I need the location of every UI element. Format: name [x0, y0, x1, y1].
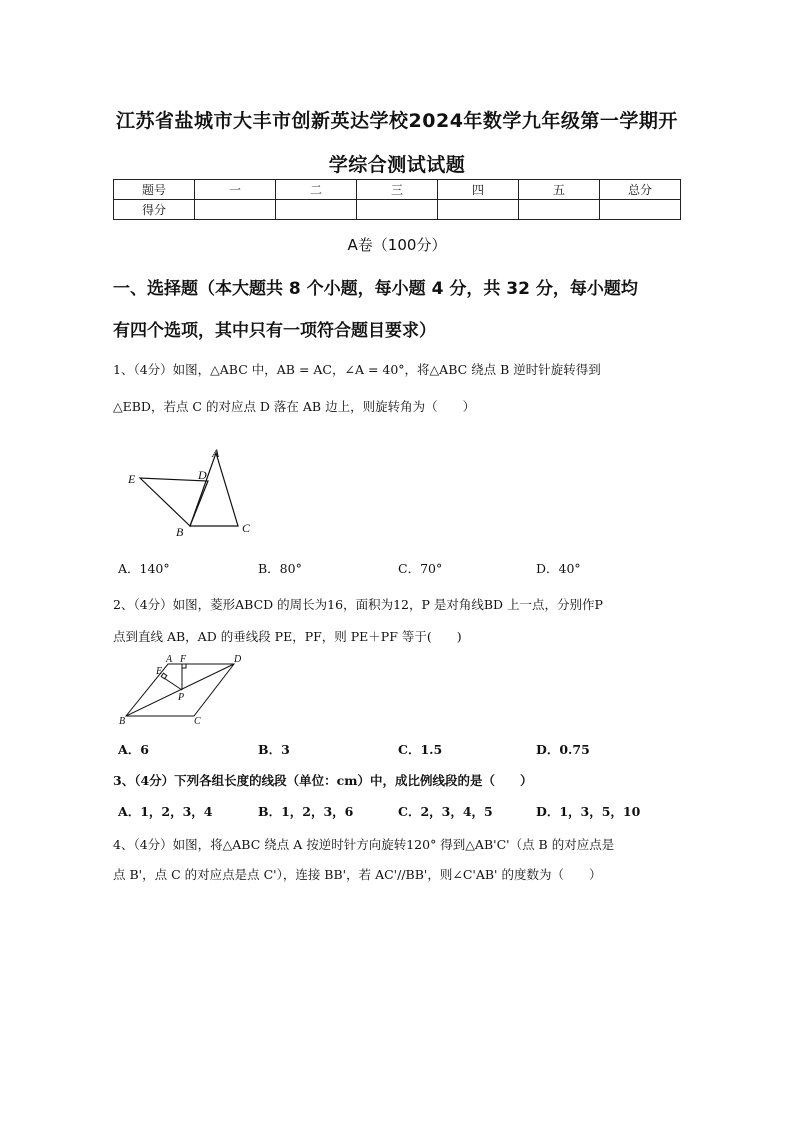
question-4-line-1: 4、（4分）如图，将△ABC 绕点 A 按逆时针方向旋转120° 得到△AB'C'（点 B 的对应点是 — [113, 837, 615, 852]
question-1-line-2: △EBD，若点 C 的对应点 D 落在 AB 边上，则旋转角为（ ） — [113, 399, 476, 414]
score-cell — [600, 200, 681, 220]
score-cell: 二 — [276, 180, 357, 200]
score-table-score-row — [114, 200, 681, 220]
figure-label-b: B — [119, 716, 126, 727]
question-1-option-c: C．70° — [398, 561, 443, 576]
score-table-header-row — [114, 180, 681, 200]
question-1-line-1: 1、（4分）如图，△ABC 中，AB = AC，∠A = 40°，将△ABC 绕点 B 逆时针旋转得到 — [113, 362, 601, 377]
question-1-option-b: B．80° — [258, 561, 302, 576]
segment-pe — [164, 678, 182, 690]
figure-label-a: A — [212, 446, 220, 460]
figure-label-p: P — [178, 692, 185, 703]
score-cell: 题号 — [114, 180, 195, 200]
figure-label-d: D — [234, 654, 242, 665]
score-cell: 三 — [357, 180, 438, 200]
figure-label-e: E — [128, 472, 136, 486]
question-2-option-a: A．6 — [118, 742, 149, 757]
score-cell: 五 — [519, 180, 600, 200]
score-cell: 总分 — [600, 180, 681, 200]
title-line-1: 江苏省盐城市大丰市创新英达学校2024年数学九年级第一学期开 — [116, 110, 678, 132]
question-3-option-d: D．1，3，5，10 — [536, 804, 641, 819]
question-4-line-2: 点 B'，点 C 的对应点是点 C'），连接 BB'，若 AC'//BB'，则∠C'AB' 的度数为（ ） — [113, 867, 602, 882]
question-2-line-1: 2、（4分）如图，菱形ABCD 的周长为16，面积为12，P 是对角线BD 上一点，分别作P — [113, 597, 603, 612]
question-3-option-b: B．1，2，3，6 — [258, 804, 354, 819]
score-cell — [195, 200, 276, 220]
figure-label-a: A — [166, 654, 173, 665]
question-2-line-2: 点到直线 AB，AD 的垂线段 PE，PF，则 PE＋PF 等于( ) — [113, 629, 462, 644]
score-cell — [357, 200, 438, 220]
question-2-option-b: B．3 — [258, 742, 290, 757]
section-1-line-1: 一、选择题（本大题共 8 个小题，每小题 4 分，共 32 分，每小题均 — [113, 279, 638, 299]
score-table — [113, 179, 681, 220]
question-2-option-c: C．1.5 — [398, 742, 443, 757]
question-2-option-d: D．0.75 — [536, 742, 590, 757]
triangle-abc — [190, 453, 238, 526]
figure-label-f: F — [180, 654, 187, 665]
diagonal-bd — [126, 664, 234, 716]
question-1-option-d: D．40° — [536, 561, 581, 576]
triangle-ebd — [140, 478, 208, 526]
score-cell: 四 — [438, 180, 519, 200]
score-cell: 一 — [195, 180, 276, 200]
figure-label-b: B — [176, 525, 184, 539]
score-cell — [438, 200, 519, 220]
figure-label-c: C — [194, 716, 201, 727]
question-3-line-1: 3、（4分）下列各组长度的线段（单位：cm）中，成比例线段的是（ ） — [113, 773, 533, 788]
section-1-line-2: 有四个选项，其中只有一项符合题目要求） — [113, 321, 436, 341]
question-1-option-a: A．140° — [118, 561, 170, 576]
score-cell — [519, 200, 600, 220]
score-cell: 得分 — [114, 200, 195, 220]
paper-a-heading: A卷（100分） — [347, 236, 447, 254]
title-line-2: 学综合测试试题 — [328, 154, 466, 176]
score-cell — [276, 200, 357, 220]
question-1-figure — [118, 440, 268, 540]
figure-label-d: D — [198, 468, 207, 482]
question-3-option-a: A．1，2，3，4 — [118, 804, 213, 819]
question-2-figure — [116, 652, 256, 728]
figure-label-e: E — [156, 666, 163, 677]
question-3-option-c: C．2，3，4，5 — [398, 804, 493, 819]
figure-label-c: C — [242, 521, 251, 535]
